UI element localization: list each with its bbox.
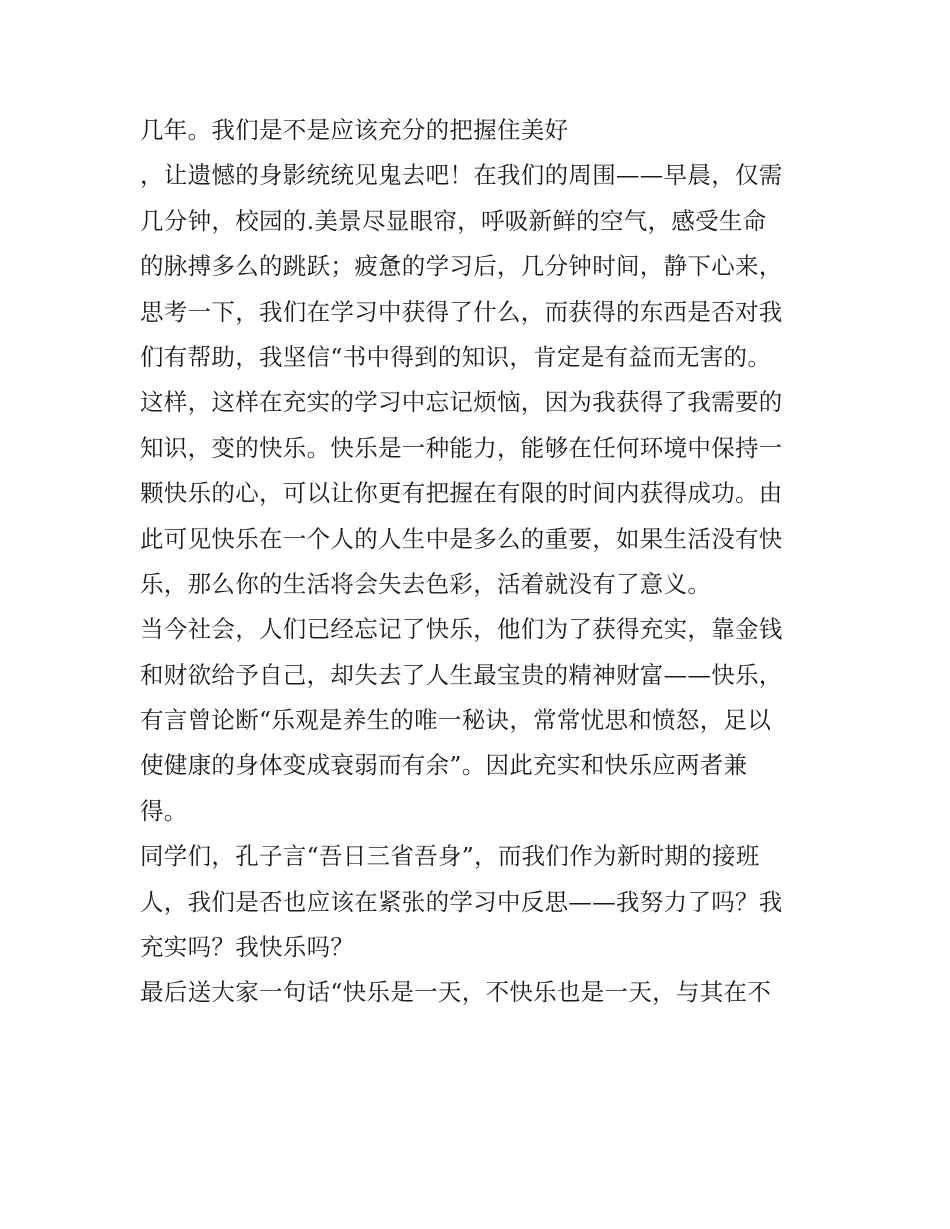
text-line: 和财欲给予自己，却失去了人生最宝贵的精神财富——快乐， <box>140 660 783 689</box>
text-line: 最后送大家一句话“快乐是一天，不快乐也是一天，与其在不 <box>140 978 772 1007</box>
text-line: 思考一下，我们在学习中获得了什么，而获得的东西是否对我 <box>140 297 783 326</box>
text-line: 乐，那么你的生活将会失去色彩，活着就没有了意义。 <box>140 569 712 598</box>
text-line: 们有帮助，我坚信“书中得到的知识，肯定是有益而无害的。 <box>140 342 772 371</box>
text-line: 知识，变的快乐。快乐是一种能力，能够在任何环境中保持一 <box>140 433 783 462</box>
text-line: 人，我们是否也应该在紧张的学习中反思——我努力了吗？我 <box>140 887 783 916</box>
text-line: 颗快乐的心，可以让你更有把握在有限的时间内获得成功。由 <box>140 479 783 508</box>
body-text <box>140 108 820 1016</box>
text-line: 几年。我们是不是应该充分的把握住美好 <box>140 116 569 144</box>
text-line: 这样，这样在充实的学习中忘记烦恼，因为我获得了我需要的 <box>140 388 783 417</box>
text-line: 使健康的身体变成衰弱而有余”。因此充实和快乐应两者兼 <box>140 751 748 780</box>
text-line: 充实吗？我快乐吗？ <box>140 933 355 962</box>
text-line: 几分钟，校园的.美景尽显眼帘，呼吸新鲜的空气，感受生命 <box>140 206 767 235</box>
text-line: 当今社会，人们已经忘记了快乐，他们为了获得充实，靠金钱 <box>140 615 783 644</box>
text-line: 此可见快乐在一个人的人生中是多么的重要，如果生活没有快 <box>140 524 783 553</box>
text-line: 有言曾论断“乐观是养生的唯一秘诀，常常忧思和愤怒，足以 <box>140 706 772 735</box>
text-line: ，让遗憾的身影统统见鬼去吧！在我们的周围——早晨，仅需 <box>140 161 783 190</box>
text-line: 同学们，孔子言“吾日三省吾身”，而我们作为新时期的接班 <box>140 842 760 871</box>
text-line: 得。 <box>140 796 188 825</box>
text-line: 的脉搏多么的跳跃；疲惫的学习后，几分钟时间，静下心来， <box>140 252 783 281</box>
